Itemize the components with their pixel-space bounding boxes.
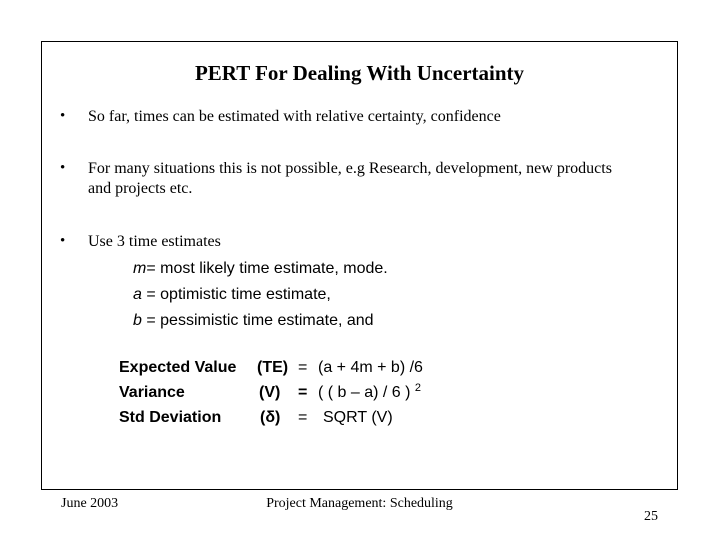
bullet-text: For many situations this is not possible, e.g Research, development, new products and projects etc.	[88, 160, 612, 197]
formula-name: Variance	[119, 384, 185, 401]
formula-expression: (a + 4m + b) /6	[318, 359, 423, 376]
formula-expression-text: ( ( b – a) / 6 )	[318, 384, 411, 401]
estimate-item	[133, 285, 331, 305]
formula-name: Std Deviation	[119, 409, 222, 426]
estimate-symbol: m	[133, 260, 147, 277]
footer-date: June 2003	[61, 496, 119, 511]
formula-expression	[318, 384, 421, 402]
formula-equals: =	[298, 359, 308, 376]
bullet-marker: •	[60, 160, 66, 176]
estimate-symbol: b	[133, 312, 142, 329]
slide-title: PERT For Dealing With Uncertainty	[194, 61, 525, 85]
formula-equals: =	[298, 384, 308, 401]
bullet-marker: •	[60, 108, 66, 124]
formula-exponent: 2	[414, 382, 422, 394]
formula-equals: =	[298, 409, 308, 426]
estimate-definition: = optimistic time estimate,	[141, 286, 331, 303]
estimate-item	[133, 311, 374, 331]
estimate-symbol: a	[133, 286, 142, 303]
bullet-text: So far, times can be estimated with relative certainty, confidence	[88, 108, 501, 125]
bullet-text: Use 3 time estimates	[88, 233, 221, 250]
formula-expression: SQRT (V)	[323, 409, 393, 426]
formula-name: Expected Value	[119, 359, 237, 376]
footer-course: Project Management: Scheduling	[266, 496, 453, 511]
formula-abbr: (TE)	[257, 359, 289, 376]
estimate-definition: = pessimistic time estimate, and	[141, 312, 374, 329]
bullet-marker: •	[60, 233, 66, 249]
formula-abbr: (δ)	[260, 409, 281, 426]
estimate-definition: = most likely time estimate, mode.	[146, 260, 388, 277]
page-number: 25	[644, 509, 658, 524]
estimate-item	[133, 259, 388, 279]
formula-abbr: (V)	[259, 384, 281, 401]
